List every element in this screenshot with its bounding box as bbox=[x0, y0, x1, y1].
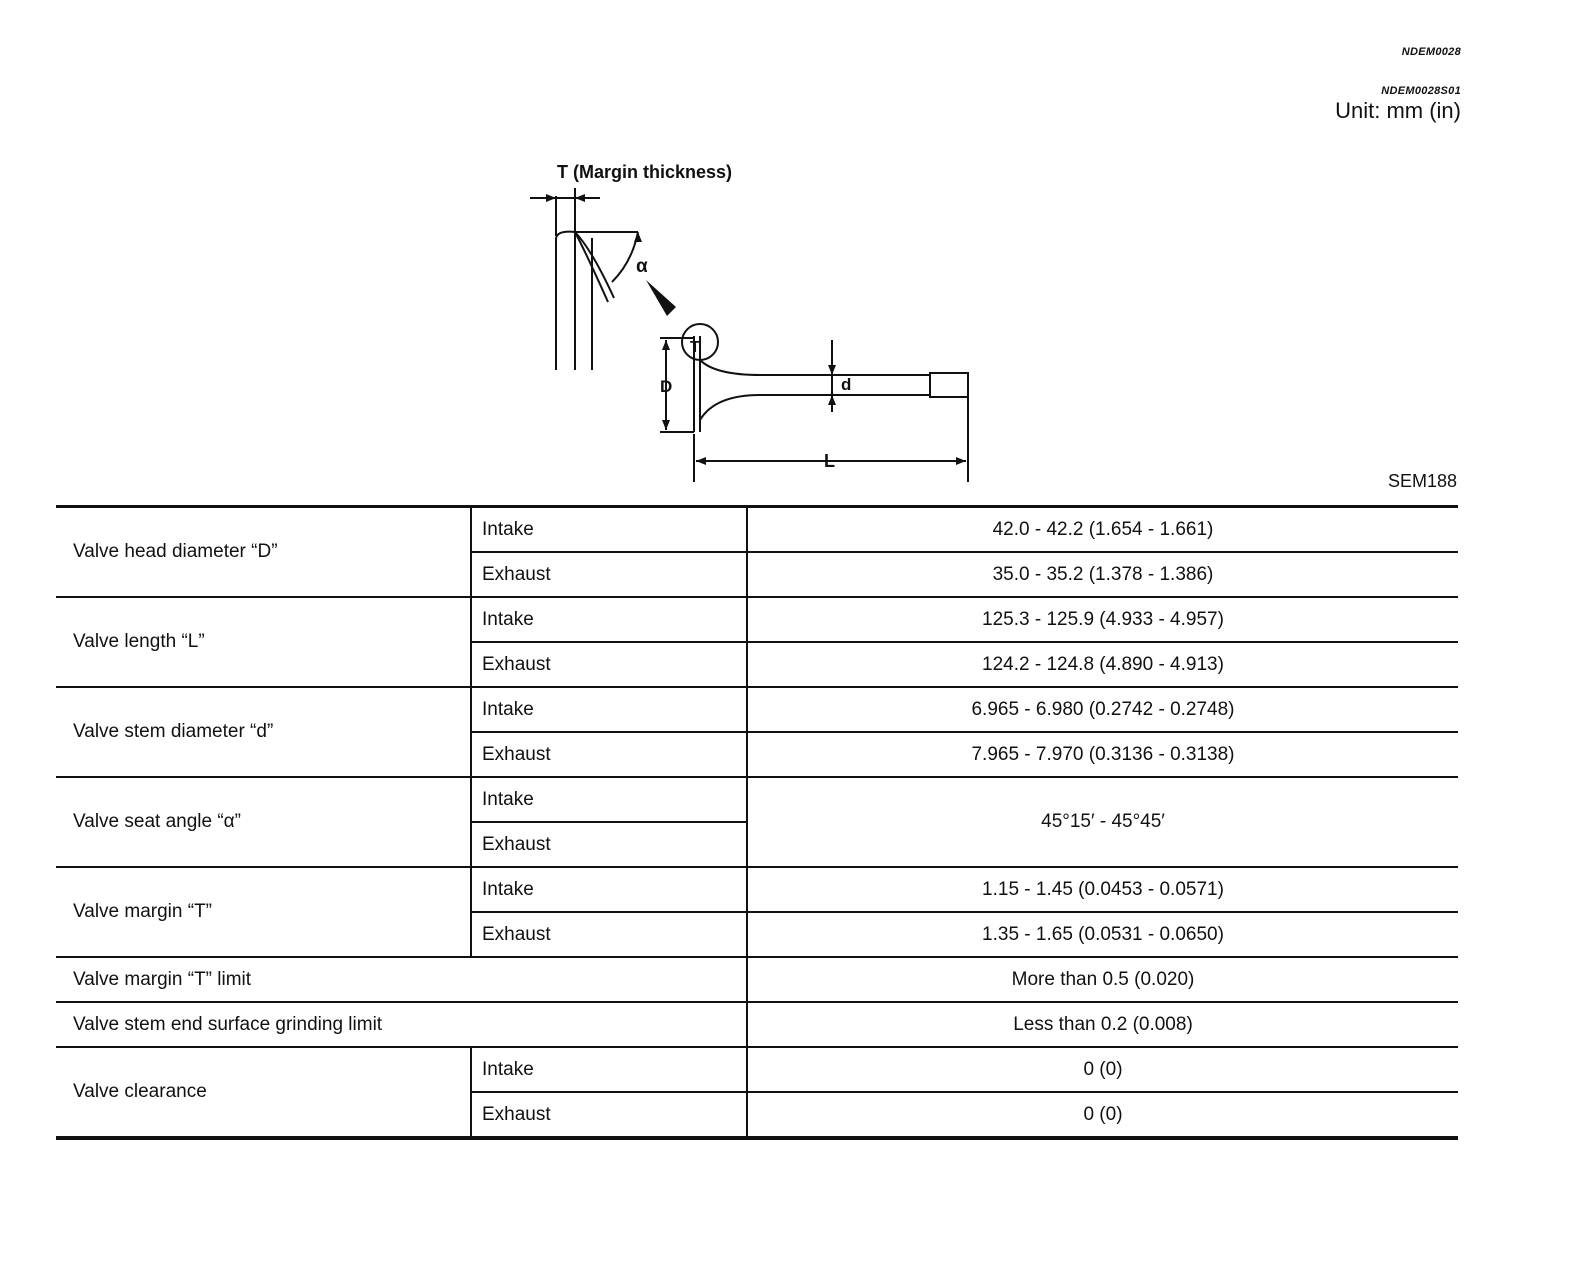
arrowhead bbox=[828, 365, 836, 375]
value-cell: 6.965 - 6.980 (0.2742 - 0.2748) bbox=[747, 687, 1458, 732]
arrowhead bbox=[575, 194, 585, 202]
item-label: Valve clearance bbox=[56, 1047, 471, 1138]
figure-id: SEM188 bbox=[1388, 471, 1458, 491]
arrowhead bbox=[546, 194, 556, 202]
sub-label-intake: Intake bbox=[471, 597, 747, 642]
table-row bbox=[56, 1002, 1458, 1047]
table-row bbox=[56, 507, 1458, 553]
item-label: Valve seat angle “α” bbox=[56, 777, 471, 867]
value-cell: Less than 0.2 (0.008) bbox=[747, 1002, 1458, 1047]
arrowhead bbox=[956, 457, 966, 465]
table-row bbox=[56, 1047, 1458, 1092]
valve-diagram bbox=[520, 150, 1000, 490]
valve-fillet-bottom bbox=[700, 395, 760, 420]
item-label: Valve head diameter “D” bbox=[56, 507, 471, 598]
sub-label-intake: Intake bbox=[471, 867, 747, 912]
value-cell: 45°15′ - 45°45′ bbox=[747, 777, 1458, 867]
detail-pointer-arrow bbox=[646, 280, 676, 316]
value-cell: 0 (0) bbox=[747, 1092, 1458, 1138]
table-row bbox=[56, 777, 1458, 822]
item-label: Valve margin “T” bbox=[56, 867, 471, 957]
item-label: Valve margin “T” limit bbox=[56, 957, 747, 1002]
table-row bbox=[56, 867, 1458, 912]
l-label: L bbox=[824, 451, 835, 471]
angle-arc bbox=[612, 232, 638, 282]
table-row bbox=[56, 687, 1458, 732]
t-label: T bbox=[690, 339, 700, 356]
valve-fillet-top bbox=[700, 360, 760, 375]
sub-label-exhaust: Exhaust bbox=[471, 732, 747, 777]
value-cell: 0 (0) bbox=[747, 1047, 1458, 1092]
value-cell: More than 0.5 (0.020) bbox=[747, 957, 1458, 1002]
item-label: Valve stem diameter “d” bbox=[56, 687, 471, 777]
arrowhead bbox=[696, 457, 706, 465]
sub-label-intake: Intake bbox=[471, 777, 747, 822]
item-label: Valve length “L” bbox=[56, 597, 471, 687]
value-cell: 1.15 - 1.45 (0.0453 - 0.0571) bbox=[747, 867, 1458, 912]
valve-spec-table bbox=[56, 505, 1458, 1140]
value-cell: 7.965 - 7.970 (0.3136 - 0.3138) bbox=[747, 732, 1458, 777]
arrowhead bbox=[634, 232, 642, 242]
sub-label-exhaust: Exhaust bbox=[471, 822, 747, 867]
stem-end bbox=[930, 373, 968, 397]
alpha-label: α bbox=[636, 256, 648, 277]
valve-drawing bbox=[520, 150, 1000, 490]
item-label: Valve stem end surface grinding limit bbox=[56, 1002, 747, 1047]
value-cell: 124.2 - 124.8 (4.890 - 4.913) bbox=[747, 642, 1458, 687]
value-cell: 125.3 - 125.9 (4.933 - 4.957) bbox=[747, 597, 1458, 642]
value-cell: 35.0 - 35.2 (1.378 - 1.386) bbox=[747, 552, 1458, 597]
sub-label-exhaust: Exhaust bbox=[471, 552, 747, 597]
detail-head-curve bbox=[556, 232, 575, 238]
table-row bbox=[56, 957, 1458, 1002]
d-label: D bbox=[660, 377, 673, 396]
sub-label-intake: Intake bbox=[471, 507, 747, 553]
arrowhead bbox=[828, 395, 836, 405]
section-code: NDEM0028 bbox=[1401, 46, 1461, 58]
sub-label-intake: Intake bbox=[471, 687, 747, 732]
unit-label: Unit: mm (in) bbox=[1335, 98, 1461, 123]
arrowhead bbox=[662, 420, 670, 430]
stem-d-label: d bbox=[841, 375, 852, 394]
sub-label-exhaust: Exhaust bbox=[471, 1092, 747, 1138]
margin-label: T (Margin thickness) bbox=[557, 162, 733, 182]
arrowhead bbox=[662, 340, 670, 350]
value-cell: 42.0 - 42.2 (1.654 - 1.661) bbox=[747, 507, 1458, 553]
value-cell: 1.35 - 1.65 (0.0531 - 0.0650) bbox=[747, 912, 1458, 957]
sub-label-intake: Intake bbox=[471, 1047, 747, 1092]
sub-label-exhaust: Exhaust bbox=[471, 642, 747, 687]
sub-label-exhaust: Exhaust bbox=[471, 912, 747, 957]
table-row bbox=[56, 597, 1458, 642]
subsection-code: NDEM0028S01 bbox=[1381, 85, 1461, 97]
